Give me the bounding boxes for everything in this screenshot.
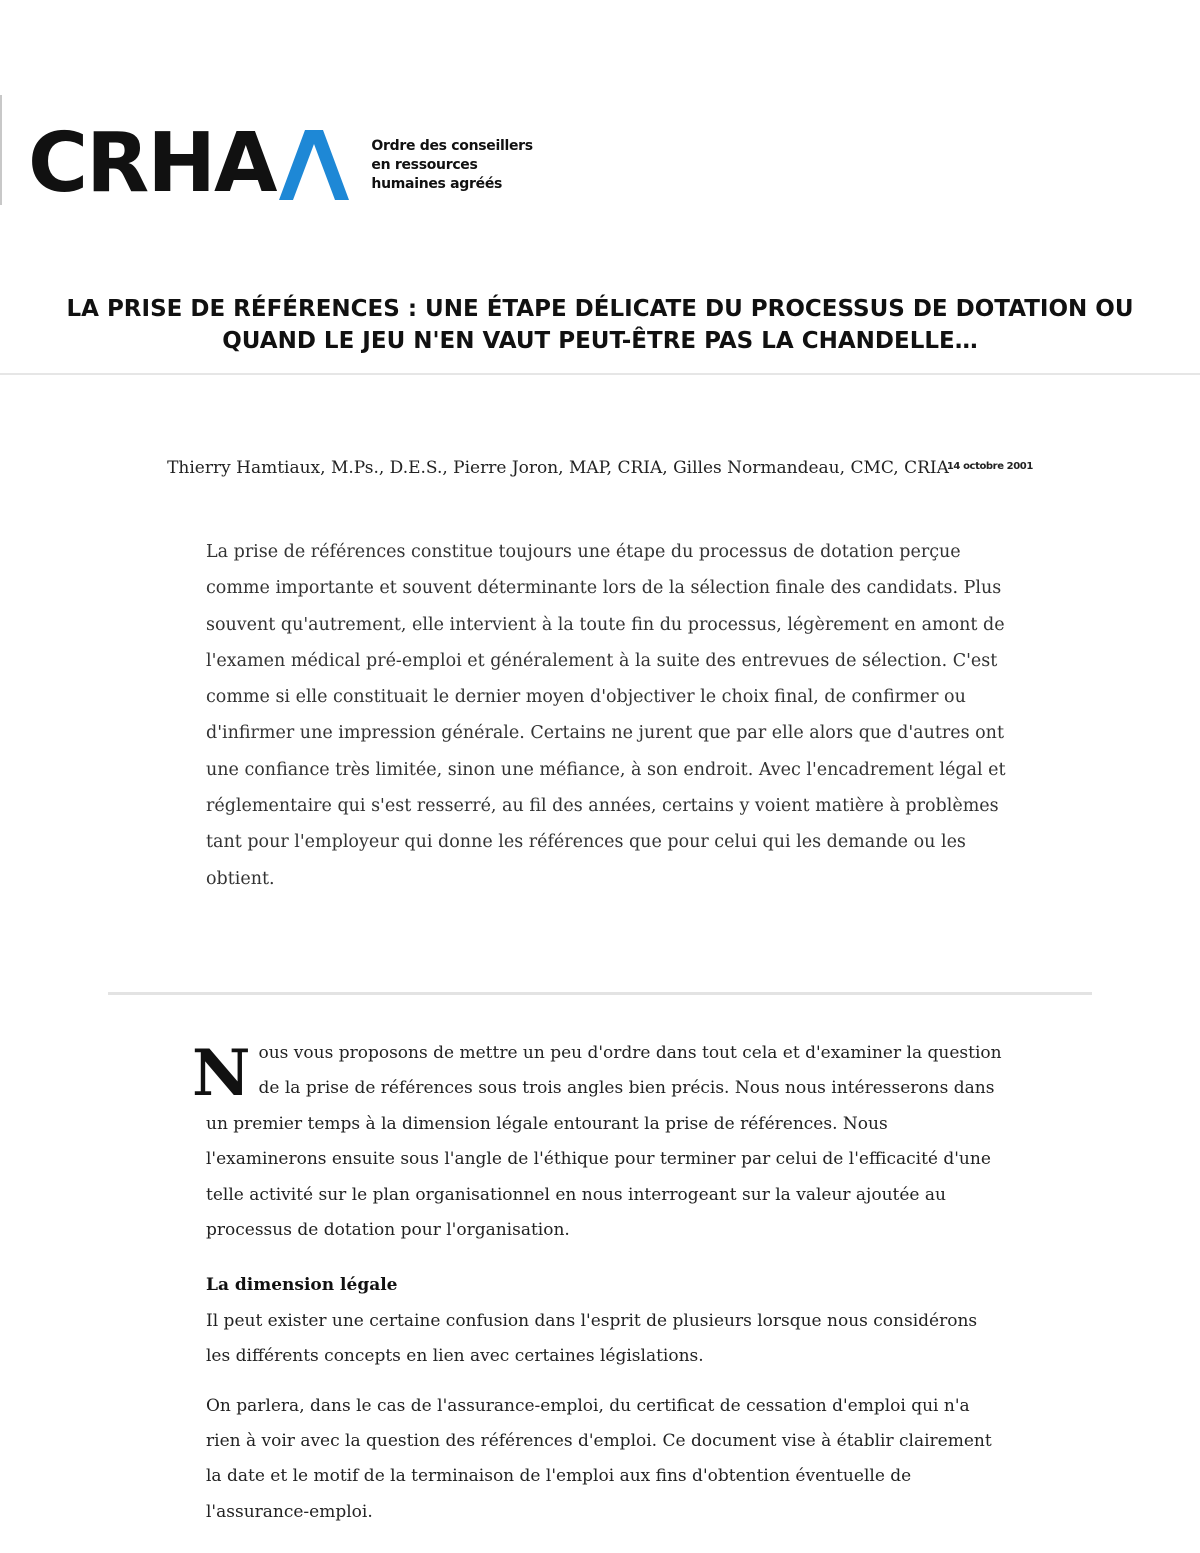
body-paragraph: On parlera, dans le cas de l'assurance-emploi, du certificat de cessation d'emploi qui n'a rien à voir avec la question des références d'emploi. Ce document vise à établir clairement la date et le motif de la terminaison de l'emploi aux fins d'obtention éventuelle de l'assurance-emploi. [206,1395,992,1522]
left-margin-rule [0,95,2,205]
logo-org-line: humaines agréés [371,175,503,192]
section-heading: La dimension légale [206,1275,398,1296]
logo-org-name [371,137,532,194]
logo-org-line: en ressources [371,156,478,173]
authors: Thierry Hamtiaux, M.Ps., D.E.S., Pierre Joron, MAP, CRIA, Gilles Normandeau, CMC, CRIA [167,458,949,478]
section-divider [108,992,1092,995]
lead-paragraph: La prise de références constitue toujours une étape du processus de dotation perçue comme importante et souvent déterminante lors de la sélection finale des candidats. Plus souvent qu'autrement, elle intervient à la toute fin du processus, légèrement en amont de l'examen médical pré-emploi et généralement à la suite des entrevues de sélection. C'est comme si elle constituait le dernier moyen d'objectiver le choix final, de confirmer ou d'infirmer une impression générale. Certains ne jurent que par elle alors que d'autres ont une confiance très limitée, sinon une méfiance, à son endroit. Avec l'encadrement légal et réglementaire qui s'est resserré, au fil des années, certains y voient matière à problèmes tant pour l'employeur qui donne les références que pour celui qui les demande ou les obtient. [206,542,1006,889]
logo-caret-icon [279,130,349,200]
article-title: LA PRISE DE RÉFÉRENCES : UNE ÉTAPE DÉLICATE DU PROCESSUS DE DOTATION OU QUAND LE JEU N'EN VAUT PEUT-ÊTRE PAS LA CHANDELLE… [66,296,1134,355]
logo-mark [28,116,349,211]
crha-logo[interactable] [28,116,533,211]
body-paragraph: Il peut exister une certaine confusion dans l'esprit de plusieurs lorsque nous considérons les différents concepts en lien avec certaines législations. [206,1310,978,1367]
drop-cap: N [192,1036,251,1111]
article-body [192,1036,1006,1530]
header-divider [0,373,1200,375]
logo-org-line: Ordre des conseillers [371,137,533,154]
logo-wordmark: CRHA [28,116,276,211]
intro-paragraph [192,1036,1006,1248]
byline [0,458,1200,478]
publication-date: 14 octobre 2001 [946,461,1033,472]
intro-text: ous vous proposons de mettre un peu d'ordre dans tout cela et d'examiner la question de la prise de références sous trois angles bien précis. Nous nous intéresserons dans un premier temps à la dimension légale entourant la prise de références. Nous l'examinerons ensuite sous l'angle de l'éthique pour terminer par celui de l'efficacité d'une telle activité sur le plan organisationnel en nous interrogeant sur la valeur ajoutée au processus de dotation pour l'organisation. [206,1043,1002,1241]
